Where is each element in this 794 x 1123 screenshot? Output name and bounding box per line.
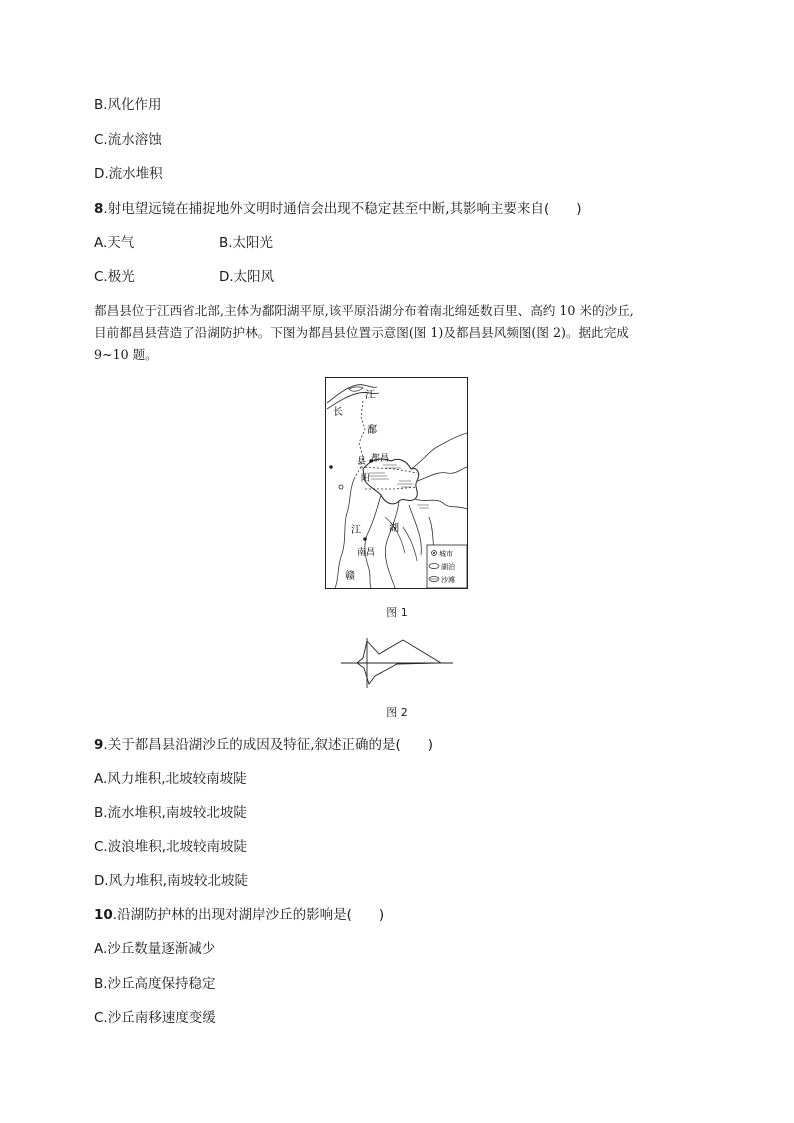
q9-text: .关于都昌县沿湖沙丘的成因及特征,叙述正确的是( )	[103, 737, 434, 753]
label-gan: 赣	[345, 571, 355, 582]
q8-option-d: D.太阳风	[219, 269, 275, 285]
q8-option-a: A.天气	[94, 235, 135, 251]
q9-option-b: B.流水堆积,南坡较北坡陡	[94, 805, 247, 821]
q10-option-b: B.沙丘高度保持稳定	[94, 976, 216, 992]
q8-options-row1	[94, 234, 394, 252]
q7-option-b: B.风化作用	[94, 97, 162, 113]
legend-beach-label: 沙滩	[441, 576, 455, 584]
q8-option-c: C.极光	[94, 269, 135, 285]
q9-stem	[94, 736, 433, 754]
label-jiang-top: 江	[365, 390, 375, 401]
q10-option-c: C.沙丘南移速度变缓	[94, 1010, 216, 1026]
legend-city-label: 城市	[439, 550, 453, 558]
legend-lake-label: 湖泊	[441, 563, 455, 571]
city-marker	[329, 465, 333, 469]
passage-line-2: 目前都昌县营造了沿湖防护林。下图为都昌县位置示意图(图 1)及都昌县风频图(图 2)。据此完成	[94, 325, 629, 340]
figure-1-caption: 图 1	[386, 606, 408, 619]
label-hu: 湖	[389, 523, 399, 534]
q8-options-row2	[94, 268, 394, 286]
label-nanchang: 南昌	[357, 548, 376, 558]
q10-number: 10	[94, 907, 113, 923]
q9-option-c: C.波浪堆积,北坡较南坡陡	[94, 839, 248, 855]
reading-passage	[94, 300, 694, 366]
q8-option-b: B.太阳光	[219, 235, 274, 251]
map-legend	[427, 545, 467, 588]
label-yang: 阳	[361, 474, 371, 484]
figure-2-caption: 图 2	[386, 706, 408, 719]
label-jiang-mid: 江	[351, 525, 361, 536]
q7-option-d: D.流水堆积	[94, 166, 163, 182]
q9-option-a: A.风力堆积,北坡较南坡陡	[94, 771, 247, 787]
q8-number: 8	[94, 201, 104, 217]
q10-stem	[94, 906, 384, 924]
q9-option-d: D.风力堆积,南坡较北坡陡	[94, 873, 248, 889]
q10-option-a: A.沙丘数量逐渐减少	[94, 941, 216, 957]
label-xian: 县	[357, 457, 367, 467]
label-po: 鄱	[367, 425, 377, 436]
q7-option-c: C.流水溶蚀	[94, 132, 162, 148]
q8-stem	[94, 200, 582, 218]
wind-frequency-polygon	[357, 640, 441, 684]
label-chang: 长	[333, 407, 343, 418]
q8-text: .射电望远镜在捕捉地外文明时通信会出现不稳定甚至中断,其影响主要来自( )	[103, 201, 582, 217]
label-duchang: 都昌	[371, 454, 390, 464]
q10-text: .沿湖防护林的出现对湖岸沙丘的影响是( )	[112, 907, 385, 923]
city-marker	[363, 537, 367, 541]
figure-2-wind-rose	[341, 632, 453, 688]
passage-line-1: 都昌县位于江西省北部,主体为鄱阳湖平原,该平原沿湖分布着南北绵延数百里、高约 10 米的沙丘,	[94, 303, 634, 318]
figure-1-map	[325, 377, 468, 589]
q9-number: 9	[94, 737, 104, 753]
passage-line-3: 9~10 题。	[94, 347, 158, 362]
